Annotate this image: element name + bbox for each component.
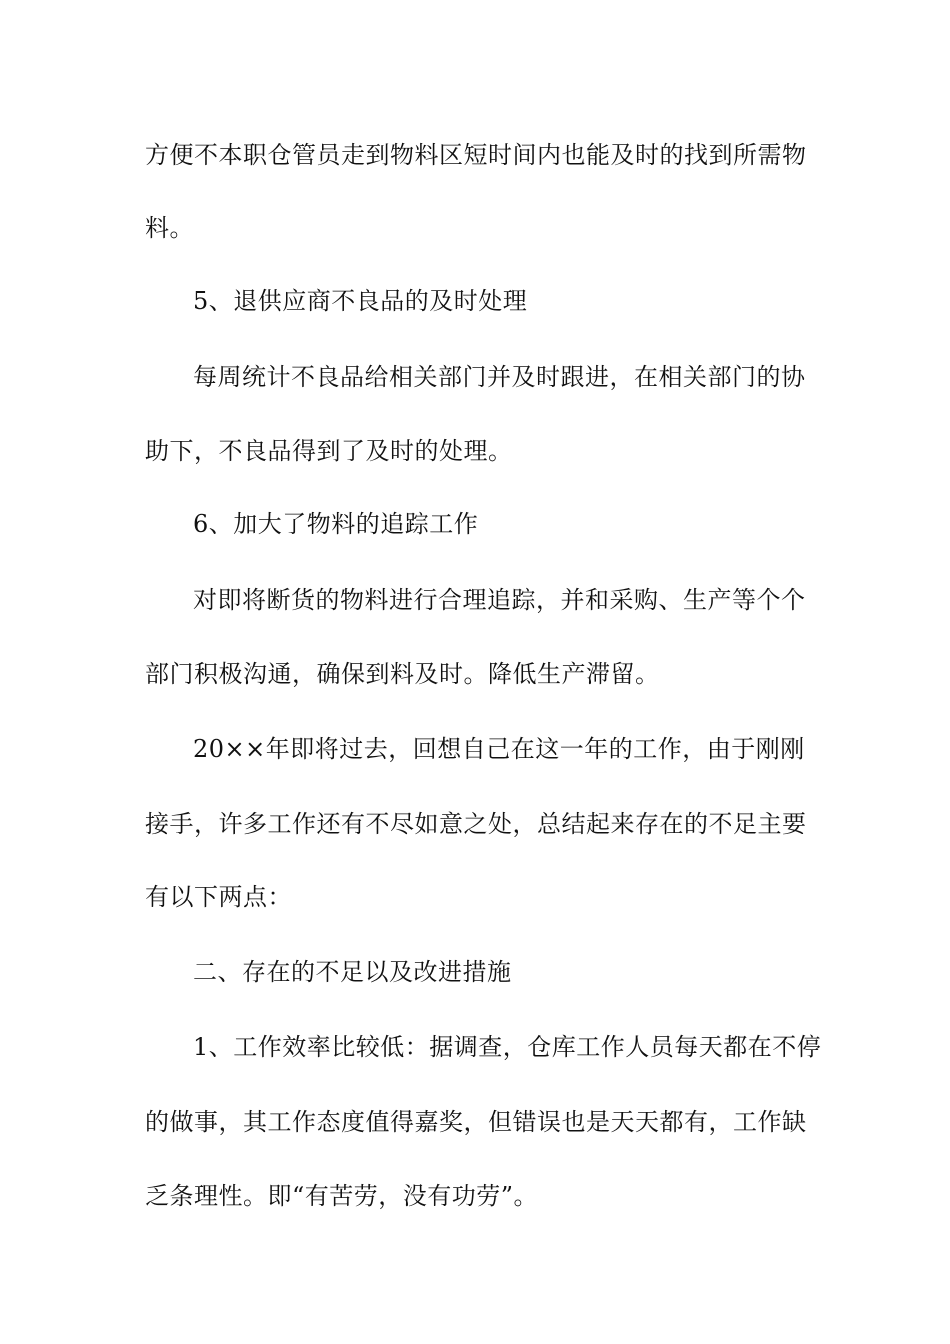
paragraph-line-8: 接手，许多工作还有不尽如意之处，总结起来存在的不足主要	[145, 810, 807, 838]
paragraph-line-11: 的做事，其工作态度值得嘉奖，但错误也是天天都有，工作缺	[145, 1108, 807, 1136]
paragraph-line-10: 1、工作效率比较低：据调查，仓库工作人员每天都在不停	[193, 1033, 822, 1061]
paragraph-line-3: 每周统计不良品给相关部门并及时跟进，在相关部门的协	[193, 363, 806, 391]
section-heading-5: 5、退供应商不良品的及时处理	[193, 287, 528, 315]
paragraph-line-1: 方便不本职仓管员走到物料区短时间内也能及时的找到所需物	[145, 141, 807, 169]
section-heading-6: 6、加大了物料的追踪工作	[193, 510, 479, 538]
paragraph-line-9: 有以下两点：	[145, 883, 292, 911]
paragraph-line-6: 部门积极沟通，确保到料及时。降低生产滞留。	[145, 660, 660, 688]
section-heading-2: 二、存在的不足以及改进措施	[193, 958, 512, 986]
paragraph-line-5: 对即将断货的物料进行合理追踪，并和采购、生产等个个	[193, 586, 806, 614]
paragraph-line-2: 料。	[145, 214, 194, 242]
paragraph-line-4: 助下，不良品得到了及时的处理。	[145, 437, 513, 465]
paragraph-line-7: 20××年即将过去，回想自己在这一年的工作，由于刚刚	[193, 735, 805, 763]
paragraph-line-12: 乏条理性。即“有苦劳，没有功劳”。	[145, 1182, 539, 1210]
